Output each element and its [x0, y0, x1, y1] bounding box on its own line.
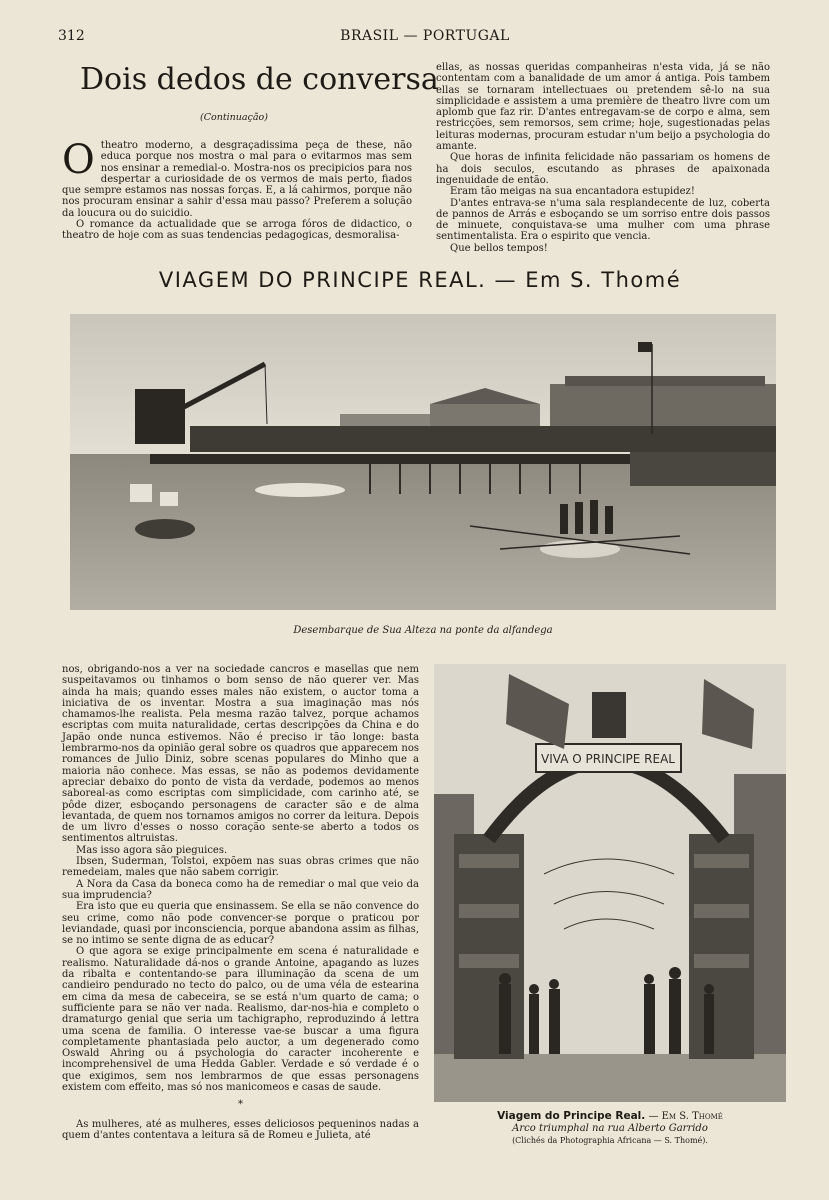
photo2-caption-line1: Viagem do Principe Real. — Em S. Thomé — [497, 1110, 723, 1122]
photo-credit: (Clichés da Photographia Africana — S. Thomé). — [512, 1136, 708, 1145]
arch-photo — [434, 664, 786, 1102]
paragraph: Mas isso agora são pieguices. — [76, 844, 228, 856]
article-title: Dois dedos de conversa — [80, 62, 439, 97]
paragraph: Que bellos tempos! — [450, 242, 548, 254]
arch-illustration — [434, 664, 786, 1102]
paragraph: Otheatro moderno, a desgraçadissima peça de these, não educa porque nos mostra o mal para o evitarmos mas sem nos ensinar a remedial-o. Mostra-nos os precipicios para nos despertar a curiosidade de os vermos de mais perto, fiados que sempre estamos nas nossas forças. E, a lá cahirmos, porque não nos procuram ensinar a sahir d'essa mau passo? Preferem a solução da loucura ou do suicidio. — [62, 137, 412, 219]
article-column-1 — [62, 137, 412, 242]
paragraph: Que horas de infinita felicidade não passariam os homens de ha dois seculos, escutando as phrases de apaixonada ingenuidade de então. — [436, 152, 770, 186]
section-separator: * — [238, 1099, 243, 1111]
drop-cap: O — [62, 137, 95, 183]
page-number: 312 — [58, 28, 85, 44]
paragraph: Era isto que eu queria que ensinassem. Se ella se não convence do seu crime, como não pode convencer-se porque o praticou por leviandade, quasi por inconsciencia, porque abandona assim as filhas, se no intimo se sente digna de as educar? — [62, 901, 419, 947]
paragraph: Ibsen, Suderman, Tolstoi, expõem nas suas obras crimes que não remedeiam, males que não sabem corrigir. — [62, 856, 419, 879]
paragraph: A Nora da Casa da boneca como ha de remediar o mal que veio da sua imprudencia? — [62, 878, 419, 901]
photo2-caption-title: Viagem do Principe Real. — [497, 1110, 646, 1122]
photo1-caption: Desembarque de Sua Alteza na ponte da alfandega — [293, 625, 553, 636]
photo2-caption — [434, 1110, 786, 1147]
photo2-caption-line2: Arco triumphal na rua Alberto Garrido — [512, 1123, 708, 1134]
article-column-3 — [62, 664, 419, 1141]
paragraph: D'antes entrava-se n'uma sala resplandecente de luz, coberta de pannos de Arrás e esboçando se um sorriso entre dois passos de minuete, conquistava-se uma mulher com uma phrase sentimentalista. Era o espirito que vencia. — [436, 197, 770, 243]
article-column-2 — [436, 62, 770, 254]
continuation-note: (Continuação) — [200, 112, 268, 123]
paragraph: nos, obrigando-nos a ver na sociedade cancros e masellas que nem suspeitavamos ou tinhamos o bom senso de não querer ver. Mas ainda ha mais; quando esses males não existem, o auctor toma a iniciativa de os inventar. Mostra a sua imaginação mas nós chamamos-lhe realista. Pela mesma razão talvez, porque achamos escriptas com muita naturalidade, certas descripções da China e do Japão onde nunca estivemos. Não é preciso ir tão longe: basta lembrarmo-nos da opinião geral sobre os quadros que apparecem nos romances de Julio Diniz, sobre scenas populares do Minho que a maioria não conhece. Mas essas, se não as podemos devidamente apreciar debaixo do ponto de vista da verdade, podemos ao menos saboreal-as como escriptas com simplicidade, com carinho até, se pôde dizer, esboçando personagens de caracter são e de alma levantada, de quem nos tornamos amigos no correr da leitura. Depois de um livro d'esses o nosso coração sente-se aberto a todos os sentimentos altruistas. — [62, 664, 419, 845]
paragraph: O romance da actualidade que se arroga fóros de didactico, o theatro de hoje com as suas tendencias pedagogicas, desmoralisa- — [62, 219, 412, 242]
paragraph: ellas, as nossas queridas companheiras n'esta vida, já se não contentam com a banalidade de um amor á antiga. Pois tambem ellas se tornaram intellectuaes ou pretendem sê-lo na sua simplicidade e assistem a uma première de theatro livre com um aplomb que faz rir. D'antes entregavam-se de corpo e alma, sem restricções, sem remorsos, sem crime; hoje, sugestionadas pelas leituras modernas, procuram estudar n'um beijo a psychologia do amante. — [436, 62, 770, 153]
feature-title: VIAGEM DO PRINCIPE REAL. — Em S. Thomé — [158, 268, 682, 292]
harbour-illustration — [70, 314, 776, 610]
paragraph: O que agora se exige principalmente em scena é naturalidade e realismo. Naturalidade dá-nos o grande Antoine, apagando as luzes da ribalta e contentando-se para illuminação da scena de um candieiro pendurado no tecto do palco, ou de uma véla de estearina em cima da mesa de cabeceira, se se está n'um quarto de cama; o sufficiente para se não ver nada. Realismo, dar-nos-hia e completo o dramaturgo genial que seria um tachigrapho, reproduzindo á lettra uma scena de familia. O interesse vae-se buscar a uma figura completamente phantasiada pelo auctor, a um degenerado como Oswald Ahring ou á psychologia do caracter incoherente e incomprehensivel de uma Hedda Gabler. Verdade e só verdade é o que exigimos, sem nos lembrarmos de que essas personagens existem com effeito, mas só nos manicomeos e casas de saude. — [62, 946, 419, 1093]
photo2-caption-place: Em S. Thomé — [661, 1111, 723, 1122]
paragraph: As mulheres, até as mulheres, esses deliciosos pequeninos nadas a quem d'antes contentava a leitura sã de Romeu e Julieta, até — [62, 1118, 419, 1141]
running-title: BRASIL — PORTUGAL — [340, 28, 510, 44]
paragraph: Eram tão meigas na sua encantadora estupidez! — [450, 186, 695, 198]
harbour-photo — [70, 314, 776, 610]
arch-sign-text: VIVA O PRINCIPE REAL — [541, 752, 675, 766]
